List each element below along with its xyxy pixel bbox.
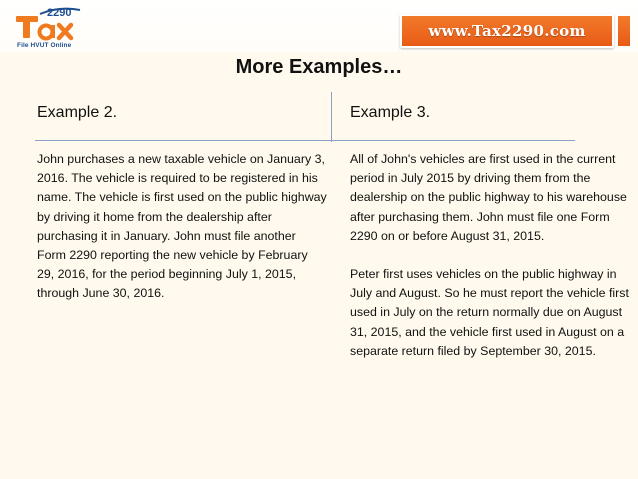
example-3-paragraph-2: Peter first uses vehicles on the public highway in July and August. So he must report the vehicle first used in July on the return normally due on August 31, 2015, and the vehicle first used in August on a separate return filed by September 30, 2015. <box>350 267 629 358</box>
example-3-paragraph-1: All of John's vehicles are first used in the current period in July 2015 by driving them from the dealership on the public highway to his warehouse after purchasing them. John must file one Form 2290 on or before August 31, 2015. <box>350 152 627 243</box>
heading-divider-horizontal <box>35 140 575 141</box>
logo-number: 2290 <box>47 7 72 19</box>
column-divider-vertical <box>331 92 332 142</box>
example-3-heading: Example 3. <box>350 104 431 121</box>
example-2-paragraph: John purchases a new taxable vehicle on January 3, 2016. The vehicle is required to be registered in his name. The vehicle is first used on the public highway by driving it home from the dealership after purchasing it in January. John must file another Form 2290 reporting the new vehicle by February 29, 2016, for the period beginning July 1, 2015, through June 30, 2016. <box>37 152 327 301</box>
example-2-heading: Example 2. <box>37 104 118 121</box>
example-3-body <box>350 150 632 361</box>
header-band <box>0 0 638 52</box>
tax2290-logo[interactable] <box>14 4 94 52</box>
logo-tagline: File HVUT Online <box>17 42 72 49</box>
website-url-banner[interactable]: www.Tax2290.com <box>400 14 614 48</box>
page-title: More Examples… <box>235 56 403 78</box>
example-2-body <box>37 150 327 304</box>
